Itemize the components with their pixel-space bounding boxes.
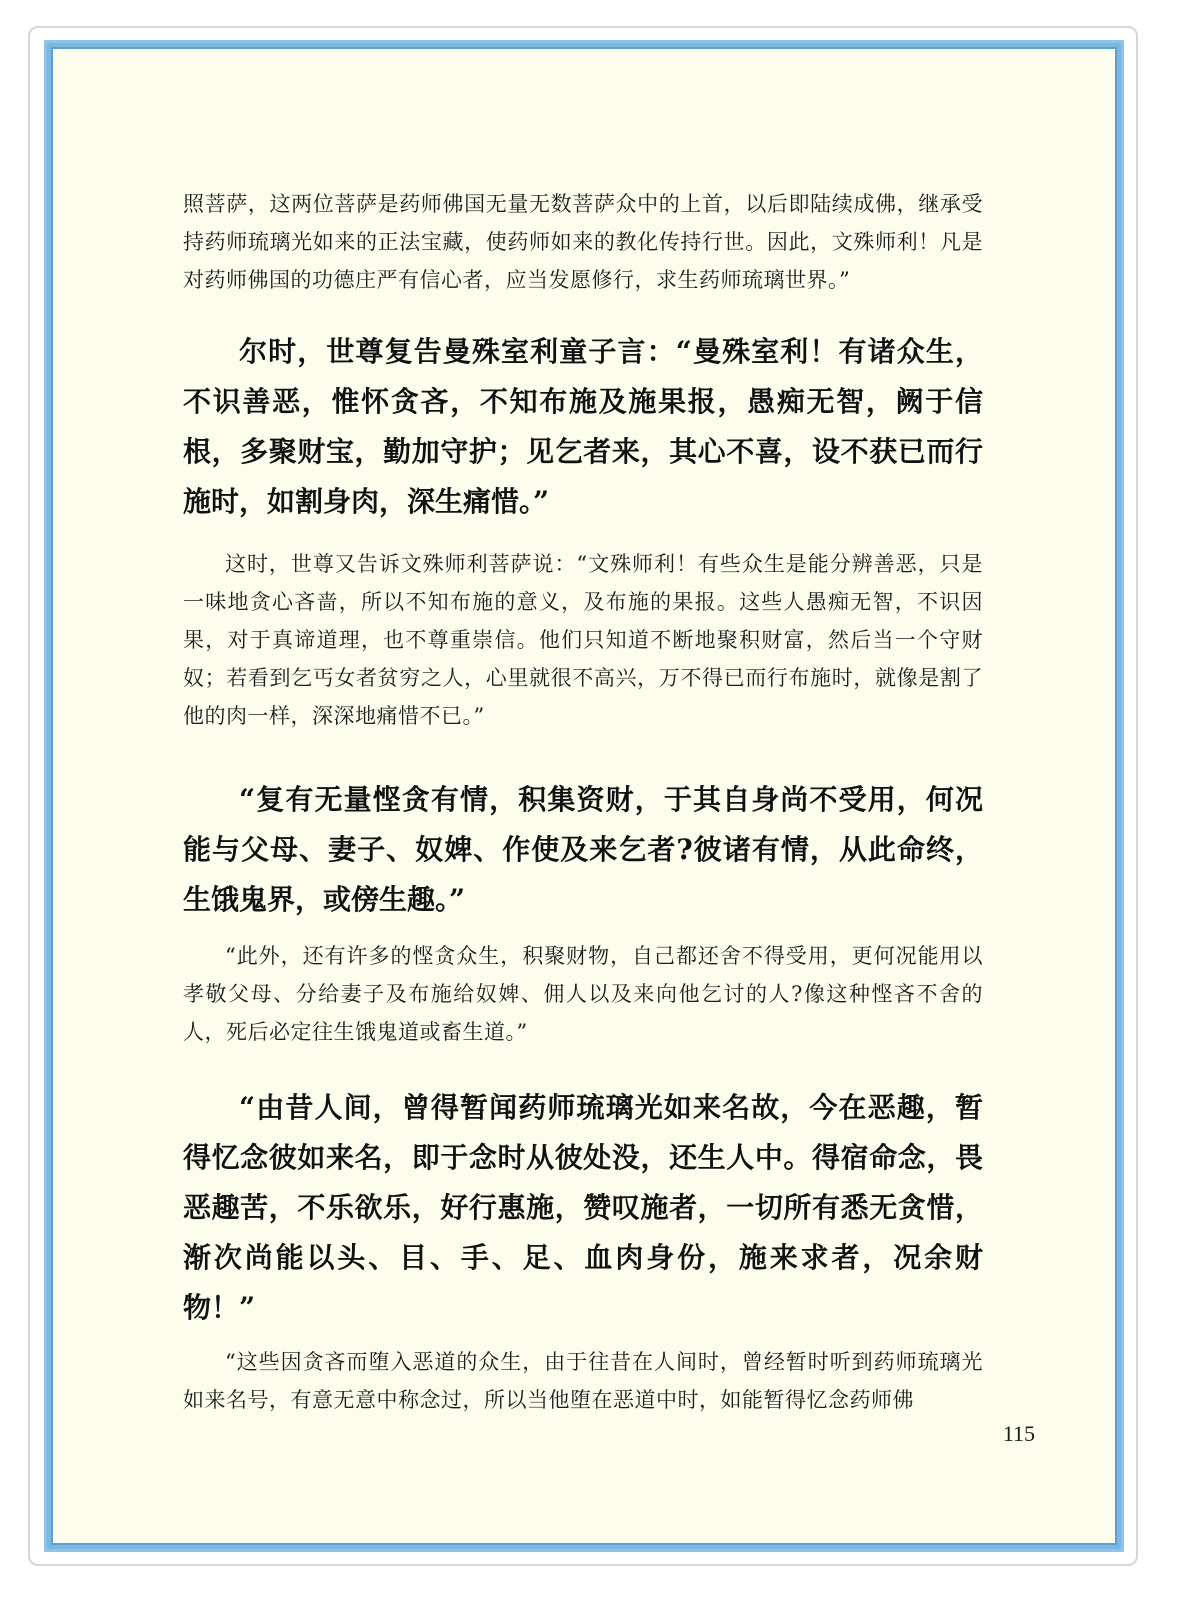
translation-paragraph-1: 照菩萨，这两位菩萨是药师佛国无量无数菩萨众中的上首，以后即陆续成佛，继承受持药师琉璃光如来的正法宝藏，使药师如来的教化传持行世。因此，文殊师利！凡是对药师佛国的功德庄严有信心者，应当发愿修行，求生药师琉璃世界。”	[183, 192, 983, 292]
sutra-paragraph-1: 尔时，世尊复告曼殊室利童子言：“曼殊室利！有诸众生，不识善恶，惟怀贪吝，不知布施及施果报，愚痴无智，阙于信根，多聚财宝，勤加守护；见乞者来，其心不喜，设不获已而行施时，如割身肉，深生痛惜。”	[183, 335, 983, 518]
translation-paragraph-3: “此外，还有许多的悭贪众生，积聚财物，自己都还舍不得受用，更何况能用以孝敬父母、分给妻子及布施给奴婢、佣人以及来向他乞讨的人?像这种悭吝不舍的人，死后必定往生饿鬼道或畜生道。”	[183, 944, 983, 1044]
translation-paragraph-2: 这时，世尊又告诉文殊师利菩萨说：“文殊师利！有些众生是能分辨善恶，只是一味地贪心吝啬，所以不知布施的意义，及布施的果报。这些人愚痴无智，不识因果，对于真谛道理，也不尊重崇信。他们只知道不断地聚积财富，然后当一个守财奴；若看到乞丐女者贫穷之人，心里就很不高兴，万不得已而行布施时，就像是割了他的肉一样，深深地痛惜不已。”	[183, 552, 983, 728]
page-border	[44, 40, 1124, 1552]
sutra-paragraph-2: “复有无量悭贪有情，积集资财，于其自身尚不受用，何况能与父母、妻子、奴婢、作使及来乞者?彼诸有情，从此命终，生饿鬼界，或傍生趣。”	[183, 783, 983, 916]
sutra-paragraph-3: “由昔人间，曾得暂闻药师琉璃光如来名故，今在恶趣，暂得忆念彼如来名，即于念时从彼处没，还生人中。得宿命念，畏恶趣苦，不乐欲乐，好行惠施，赞叹施者，一切所有悉无贪惜，渐次尚能以头、目、手、足、血肉身份，施来求者，况余财物！”	[183, 1091, 983, 1324]
page-number: 115	[1002, 1421, 1035, 1446]
page-body	[51, 47, 1117, 1545]
page-content	[183, 185, 983, 1419]
translation-paragraph-4: “这些因贪吝而堕入恶道的众生，由于往昔在人间时，曾经暂时听到药师琉璃光如来名号，有意无意中称念过，所以当他堕在恶道中时，如能暂得忆念药师佛	[183, 1350, 983, 1412]
